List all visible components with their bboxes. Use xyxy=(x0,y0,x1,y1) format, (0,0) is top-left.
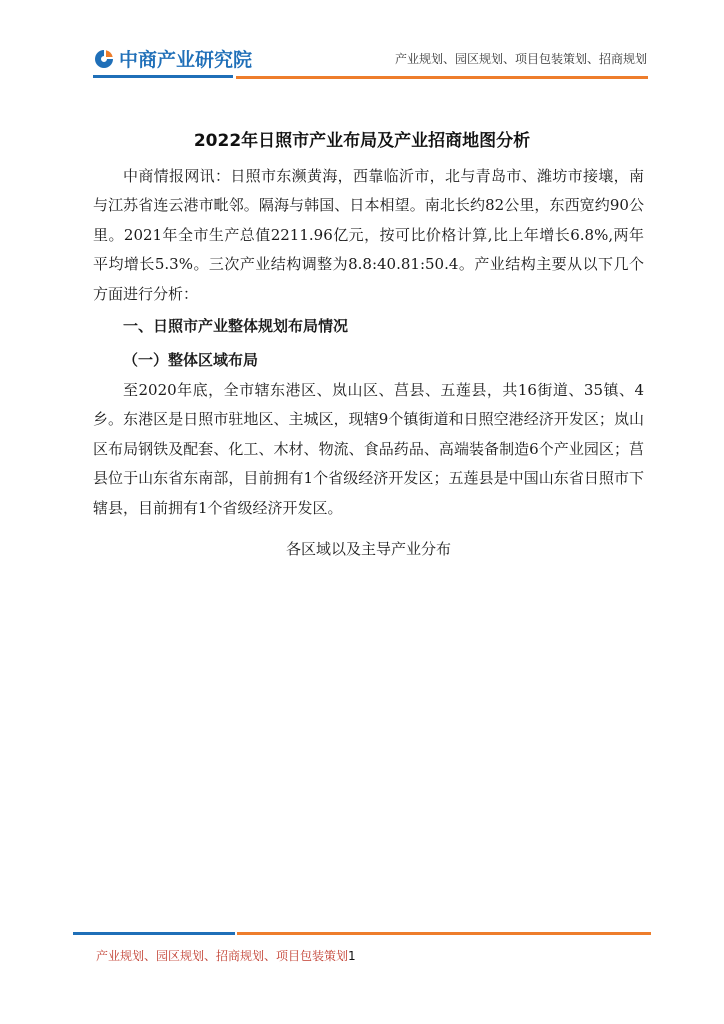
figure-caption: 各区域以及主导产业分布 xyxy=(285,540,451,559)
intro-paragraph: 中商情报网讯：日照市东濒黄海，西靠临沂市，北与青岛市、潍坊市接壤，南与江苏省连云港市毗邻。隔海与韩国、日本相望。南北长约82公里，东西宽约90公里。2021年全市生产总值2211.96亿元，按可比价格计算,比上年增长6.8%,两年平均增长5.3%。三次产业结构调整为8.8:40.81:50.4。产业结构主要从以下几个方面进行分析： xyxy=(93,167,644,303)
company-logo xyxy=(93,45,252,72)
header-rule-blue xyxy=(93,75,233,78)
header-tagline: 产业规划、园区规划、项目包装策划、招商规划 xyxy=(394,52,647,66)
page-header xyxy=(0,0,724,90)
page-footer xyxy=(96,947,356,964)
logo-text: 中商产业研究院 xyxy=(119,49,253,71)
subsection-heading: （一）整体区域布局 xyxy=(123,351,259,370)
subsection-paragraph: 至2020年底，全市辖东港区、岚山区、莒县、五莲县，共16街道、35镇、4乡。东港区是日照市驻地区、主城区，现辖9个镇街道和日照空港经济开发区；岚山区布局钢铁及配套、化工、木材、物流、食品药品、高端装备制造6个产业园区；莒县位于山东省东南部，目前拥有1个省级经济开发区；五莲县是中国山东省日照市下辖县，目前拥有1个省级经济开发区。 xyxy=(93,381,644,517)
page-number: 1 xyxy=(348,949,356,963)
document-title: 2022年日照市产业布局及产业招商地图分析 xyxy=(193,131,531,151)
section-heading: 一、日照市产业整体规划布局情况 xyxy=(123,317,349,336)
footer-rule-blue xyxy=(73,932,235,935)
document-body xyxy=(93,162,644,564)
logo-mark-icon xyxy=(93,48,115,70)
footer-rule-orange xyxy=(237,932,651,935)
footer-tagline: 产业规划、园区规划、招商规划、项目包装策划 xyxy=(96,949,349,963)
header-rule-orange xyxy=(236,76,648,79)
